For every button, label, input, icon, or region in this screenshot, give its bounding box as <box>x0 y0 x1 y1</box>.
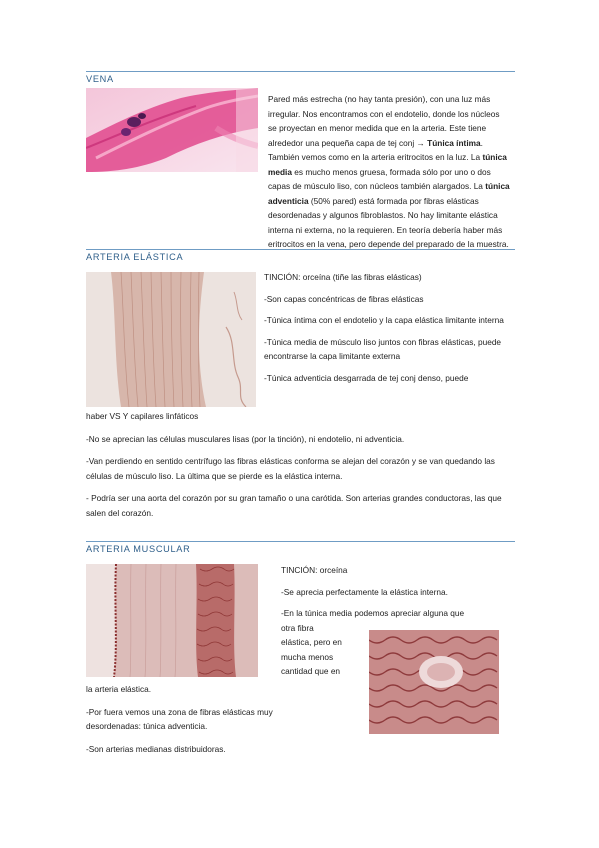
heading-vena: VENA <box>86 71 515 84</box>
muscular-paragraphs <box>86 682 356 756</box>
arteria-elastica-micrograph <box>86 272 256 407</box>
muscular-item-media-line1: -En la túnica media podemos apreciar alguna que <box>281 608 465 618</box>
muscular-item-media-line4: mucha menos <box>281 651 334 662</box>
heading-arteria-muscular: ARTERIA MUSCULAR <box>86 541 515 554</box>
vena-term-adventicia: túnica adventicia <box>268 181 510 206</box>
elastica-item-media: -Túnica media de músculo liso juntos con fibras elásticas, puede encontrarse la capa limitante externa <box>264 336 502 361</box>
muscular-side-list <box>281 563 511 679</box>
elastica-tincion: TINCIÓN: orceína (tiñe las fibras elásticas) <box>264 272 422 282</box>
elastica-side-list <box>264 270 514 385</box>
elastica-adventicia-cont: haber VS Y capilares linfáticos <box>86 411 199 421</box>
vena-text-2: . También vemos como en la arteria eritrocitos en la luz. La <box>268 137 483 162</box>
muscular-item-media-line3: elástica, pero en <box>281 637 342 647</box>
arteria-muscular-micrograph <box>86 564 258 677</box>
muscular-p4: -Por fuera vemos una zona de fibras elásticas muy desordenadas: túnica adventicia. <box>86 706 273 731</box>
heading-arteria-elastica: ARTERIA ELÁSTICA <box>86 249 515 262</box>
elastica-p4: - Podría ser una aorta del corazón por su gran tamaño o una carótida. Son arterias grandes conductoras, las que salen del corazón. <box>86 493 502 518</box>
muscular-tincion: TINCIÓN: orceína <box>281 565 348 575</box>
vena-text-3: es mucho menos gruesa, formada sólo por uno o dos capas de músculo liso, con núcleos también alargados. La <box>268 166 491 191</box>
vena-text-1: Pared más estrecha (no hay tanta presión), con una luz más irregular. Nos encontramos con el endotelio, donde los núcleos se proyectan en menor medida que en la arteria. Este tiene alrededor una pequeña capa de tej conj → <box>268 94 500 148</box>
muscular-item-media-line2: otra fibra <box>281 622 314 633</box>
elastica-item-intima: -Túnica íntima con el endotelio y la capa elástica limitante interna <box>264 315 504 325</box>
vena-text-4: (50% pared) está formada por fibras elásticas desordenadas y algunos fibroblastos. No hay limitante elástica interna ni externa, no la requieren. En teoría debería haber más eritrocitos en la vena, pero depende del preparado de la muestra. <box>268 195 509 249</box>
vena-paragraph <box>86 92 510 252</box>
muscular-item-elastica-interna: -Se aprecia perfectamente la elástica interna. <box>281 586 448 597</box>
elastica-paragraphs <box>86 409 510 520</box>
muscular-item-media-line5: cantidad que en <box>281 666 341 676</box>
vena-term-intima: Túnica íntima <box>427 137 481 148</box>
vena-term-media: túnica media <box>268 152 507 177</box>
muscular-p5: -Son arterias medianas distribuidoras. <box>86 743 226 754</box>
elastica-p3: -Van perdiendo en sentido centrífugo las fibras elásticas conforma se alejan del corazón y se van quedando las células de músculo liso. La última que se pierde es la elástica interna. <box>86 456 495 481</box>
elastica-item-adventicia: -Túnica adventicia desgarrada de tej conj denso, puede <box>264 372 469 383</box>
muscular-item-media-line6: la arteria elástica. <box>86 684 152 694</box>
elastica-item-capas: -Son capas concéntricas de fibras elásticas <box>264 293 424 304</box>
elastica-p2: -No se aprecian las células musculares lisas (por la tinción), ni endotelio, ni adventicia. <box>86 433 405 444</box>
